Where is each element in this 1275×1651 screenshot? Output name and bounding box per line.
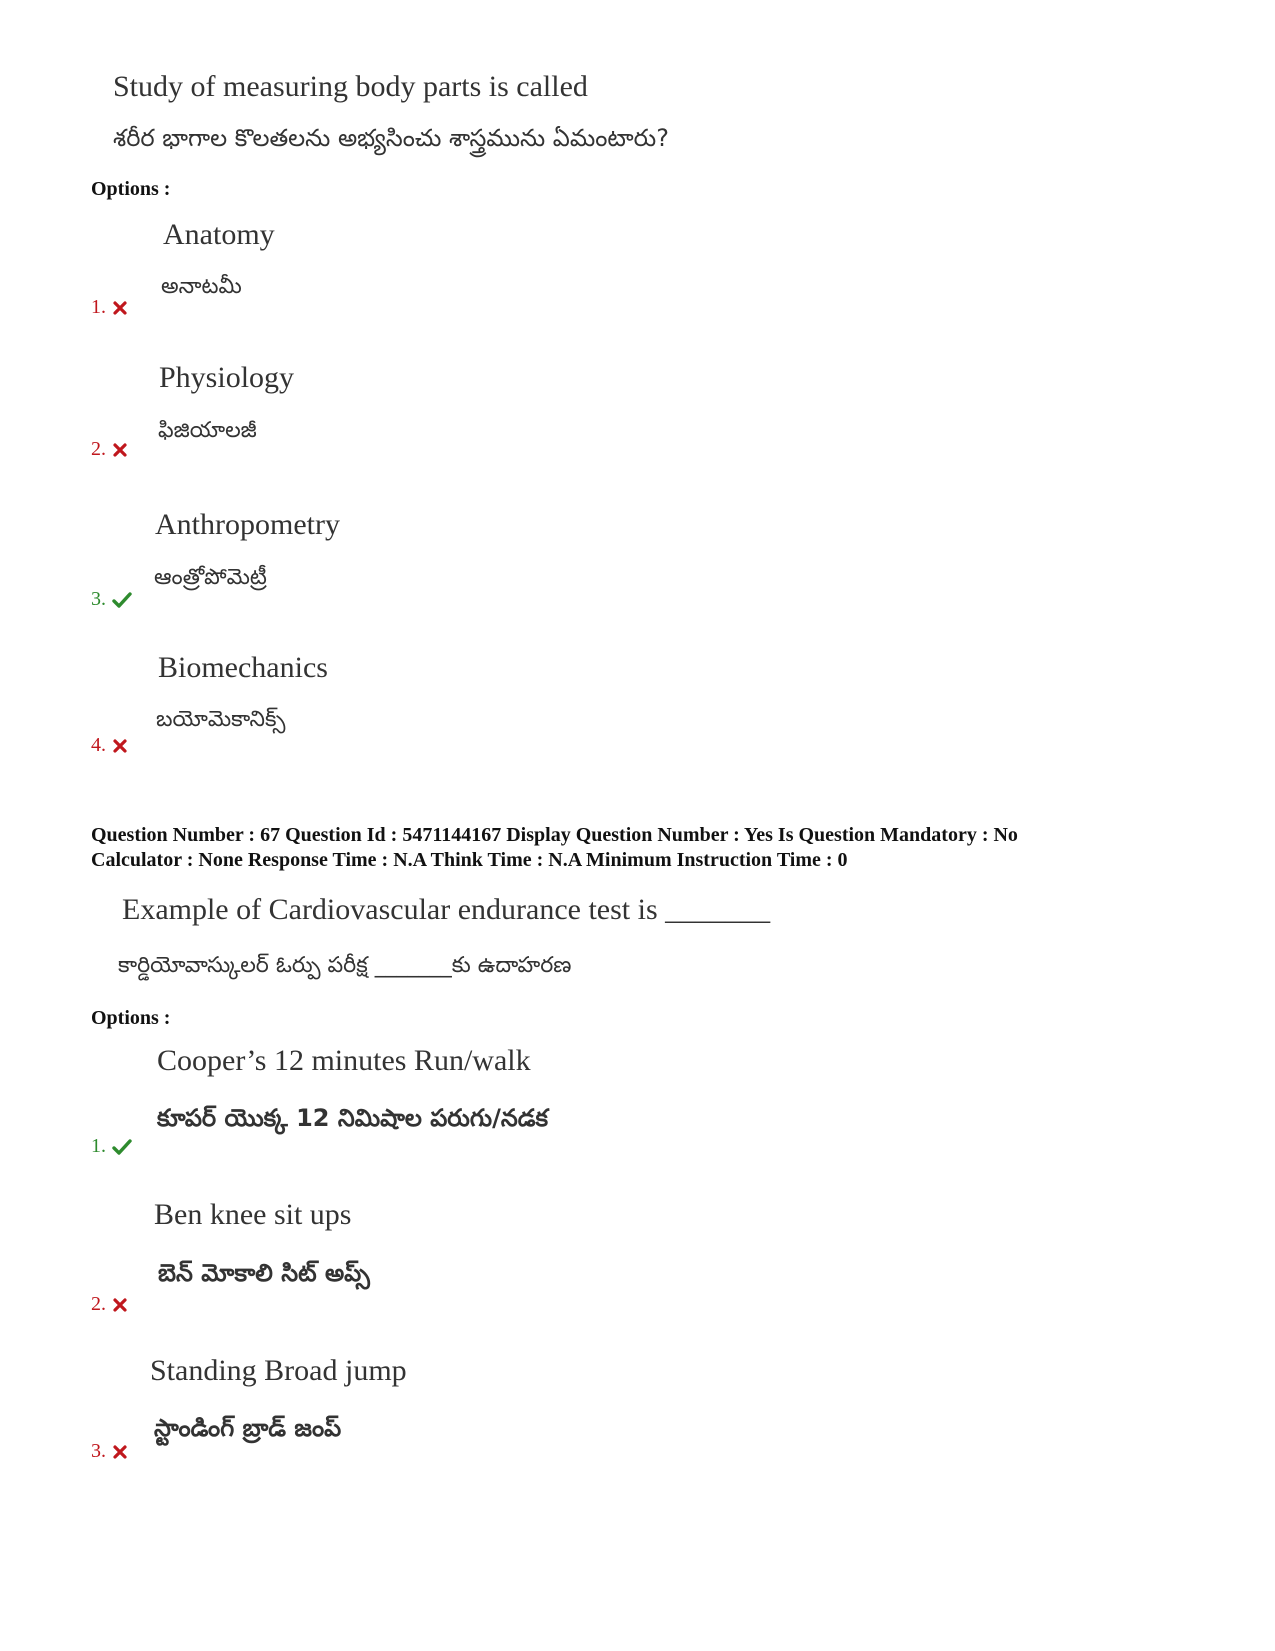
option-number [91,438,128,461]
option-text-en: Ben knee sit ups [154,1198,352,1231]
option-text-en: Cooper’s 12 minutes Run/walk [157,1044,531,1077]
option-number [91,1135,132,1158]
question-meta-line-2: Calculator : None Response Time : N.A Think Time : N.A Minimum Instruction Time : 0 [91,849,848,871]
option-text-en: Anatomy [163,218,275,251]
option-text-te: స్టాండింగ్ బ్రాడ్ జంప్ [154,1414,342,1442]
option-number-label: 2. [91,1293,106,1315]
option-number-label: 1. [91,296,106,318]
cross-icon [112,1297,128,1313]
question-meta-line-1: Question Number : 67 Question Id : 5471144167 Display Question Number : Yes Is Question Mandatory : No [91,824,1018,846]
option-text-en: Physiology [159,361,295,394]
option-number [91,734,128,757]
check-icon [112,592,132,608]
question-text-en: Study of measuring body parts is called [113,70,588,103]
check-icon [112,1139,132,1155]
question-text-en: Example of Cardiovascular endurance test is _______ [122,893,771,926]
option-number [91,588,132,611]
options-heading: Options : [91,178,171,200]
option-number-label: 2. [91,438,106,460]
option-text-te: అనాటమీ [161,274,242,299]
option-text-te: ఆంత్రోపోమెట్రీ [154,565,267,590]
options-heading: Options : [91,1007,171,1029]
option-text-en: Standing Broad jump [150,1354,407,1387]
option-text-te: బెన్ మోకాలి సిట్ అప్స్ [158,1259,370,1287]
question-text-te: శరీర భాగాల కొలతలను అభ్యసించు శాస్త్రమును ఏమంటారు? [113,124,669,152]
option-number-label: 1. [91,1135,106,1157]
option-number [91,296,128,319]
question-text-te: కార్డియోవాస్కులర్ ఓర్పు పరీక్ష _______కు ఉదాహరణ [118,953,572,978]
option-number-label: 3. [91,588,106,610]
option-text-te: కూపర్ యొక్క 12 నిమిషాల పరుగు/నడక [157,1104,549,1132]
option-number-label: 4. [91,734,106,756]
option-text-en: Biomechanics [158,651,328,684]
cross-icon [112,1444,128,1460]
option-text-en: Anthropometry [155,508,340,541]
cross-icon [112,442,128,458]
option-text-te: బయోమెకానిక్స్ [156,707,286,732]
option-number [91,1440,128,1463]
option-text-te: ఫిజియాలజీ [158,418,257,443]
option-number [91,1293,128,1316]
cross-icon [112,738,128,754]
cross-icon [112,300,128,316]
option-number-label: 3. [91,1440,106,1462]
